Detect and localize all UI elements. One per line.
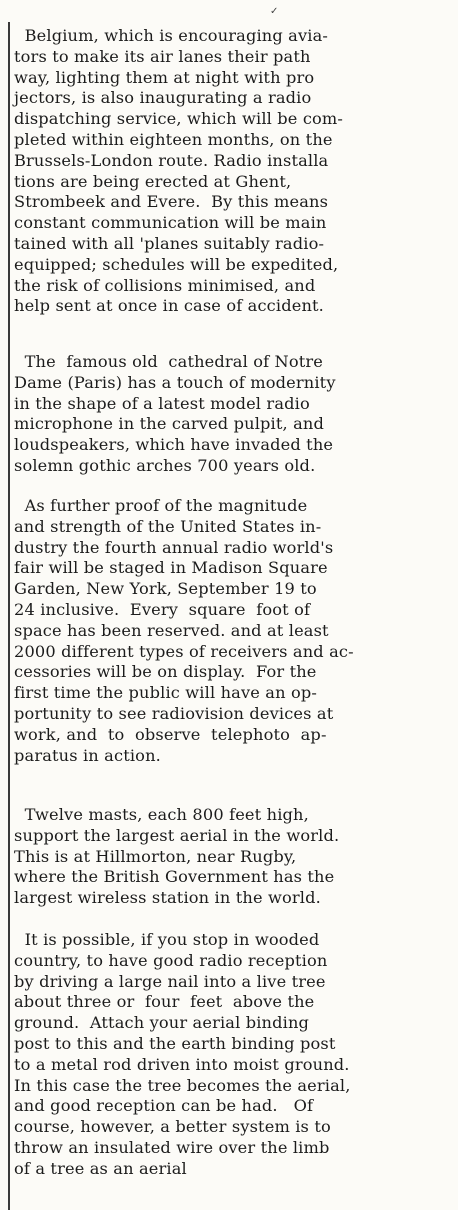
article-radio-worlds-fair: As further proof of the magnitude and strength of the United States in- dustry the fourth annual radio world's fair will be staged in Madison Square Garden, New York, September 19 to 24 inclusive. Every square foot of space has been reserved. and at least 2000 different types of receivers and ac- cessories will be on display. For the first time the public will have an op- portunity to see radiovision devices at work, and to observe telephoto ap- paratus in action.	[14, 496, 354, 765]
column-rule	[8, 22, 10, 1210]
article-tree-aerial: It is possible, if you stop in wooded country, to have good radio reception by driving a large nail into a live tree about three or four feet above the ground. Attach your aerial binding post to this and the earth binding post to a metal rod driven into moist ground. In this case the tree becomes the aerial, and good reception can be had. Of course, however, a better system is to throw an insulated wire over the limb of a tree as an aerial	[14, 930, 351, 1178]
article-belgium-radio-dispatch: Belgium, which is encouraging avia- tors to make its air lanes their path way, lighting them at night with pro jectors, is also inaugurating a radio dispatching service, which will be com- pleted within eighteen months, on the Brussels-London route. Radio installa tions are being erected at Ghent, Strombeek and Evere. By this means constant communication will be main tained with all 'planes suitably radio- equipped; schedules will be expedited, the risk of collisions minimised, and help sent at once in case of accident.	[14, 26, 344, 316]
article-notre-dame-microphone: The famous old cathedral of Notre Dame (Paris) has a touch of modernity in the shape of a latest model radio microphone in the carved pulpit, and loudspeakers, which have invaded the solemn gothic arches 700 years old.	[14, 352, 336, 475]
article-hillmorton-masts: Twelve masts, each 800 feet high, support the largest aerial in the world. This is at Hillmorton, near Rugby, where the British Government has the largest wireless station in the world.	[14, 805, 340, 908]
print-speck: ✓	[270, 6, 279, 17]
